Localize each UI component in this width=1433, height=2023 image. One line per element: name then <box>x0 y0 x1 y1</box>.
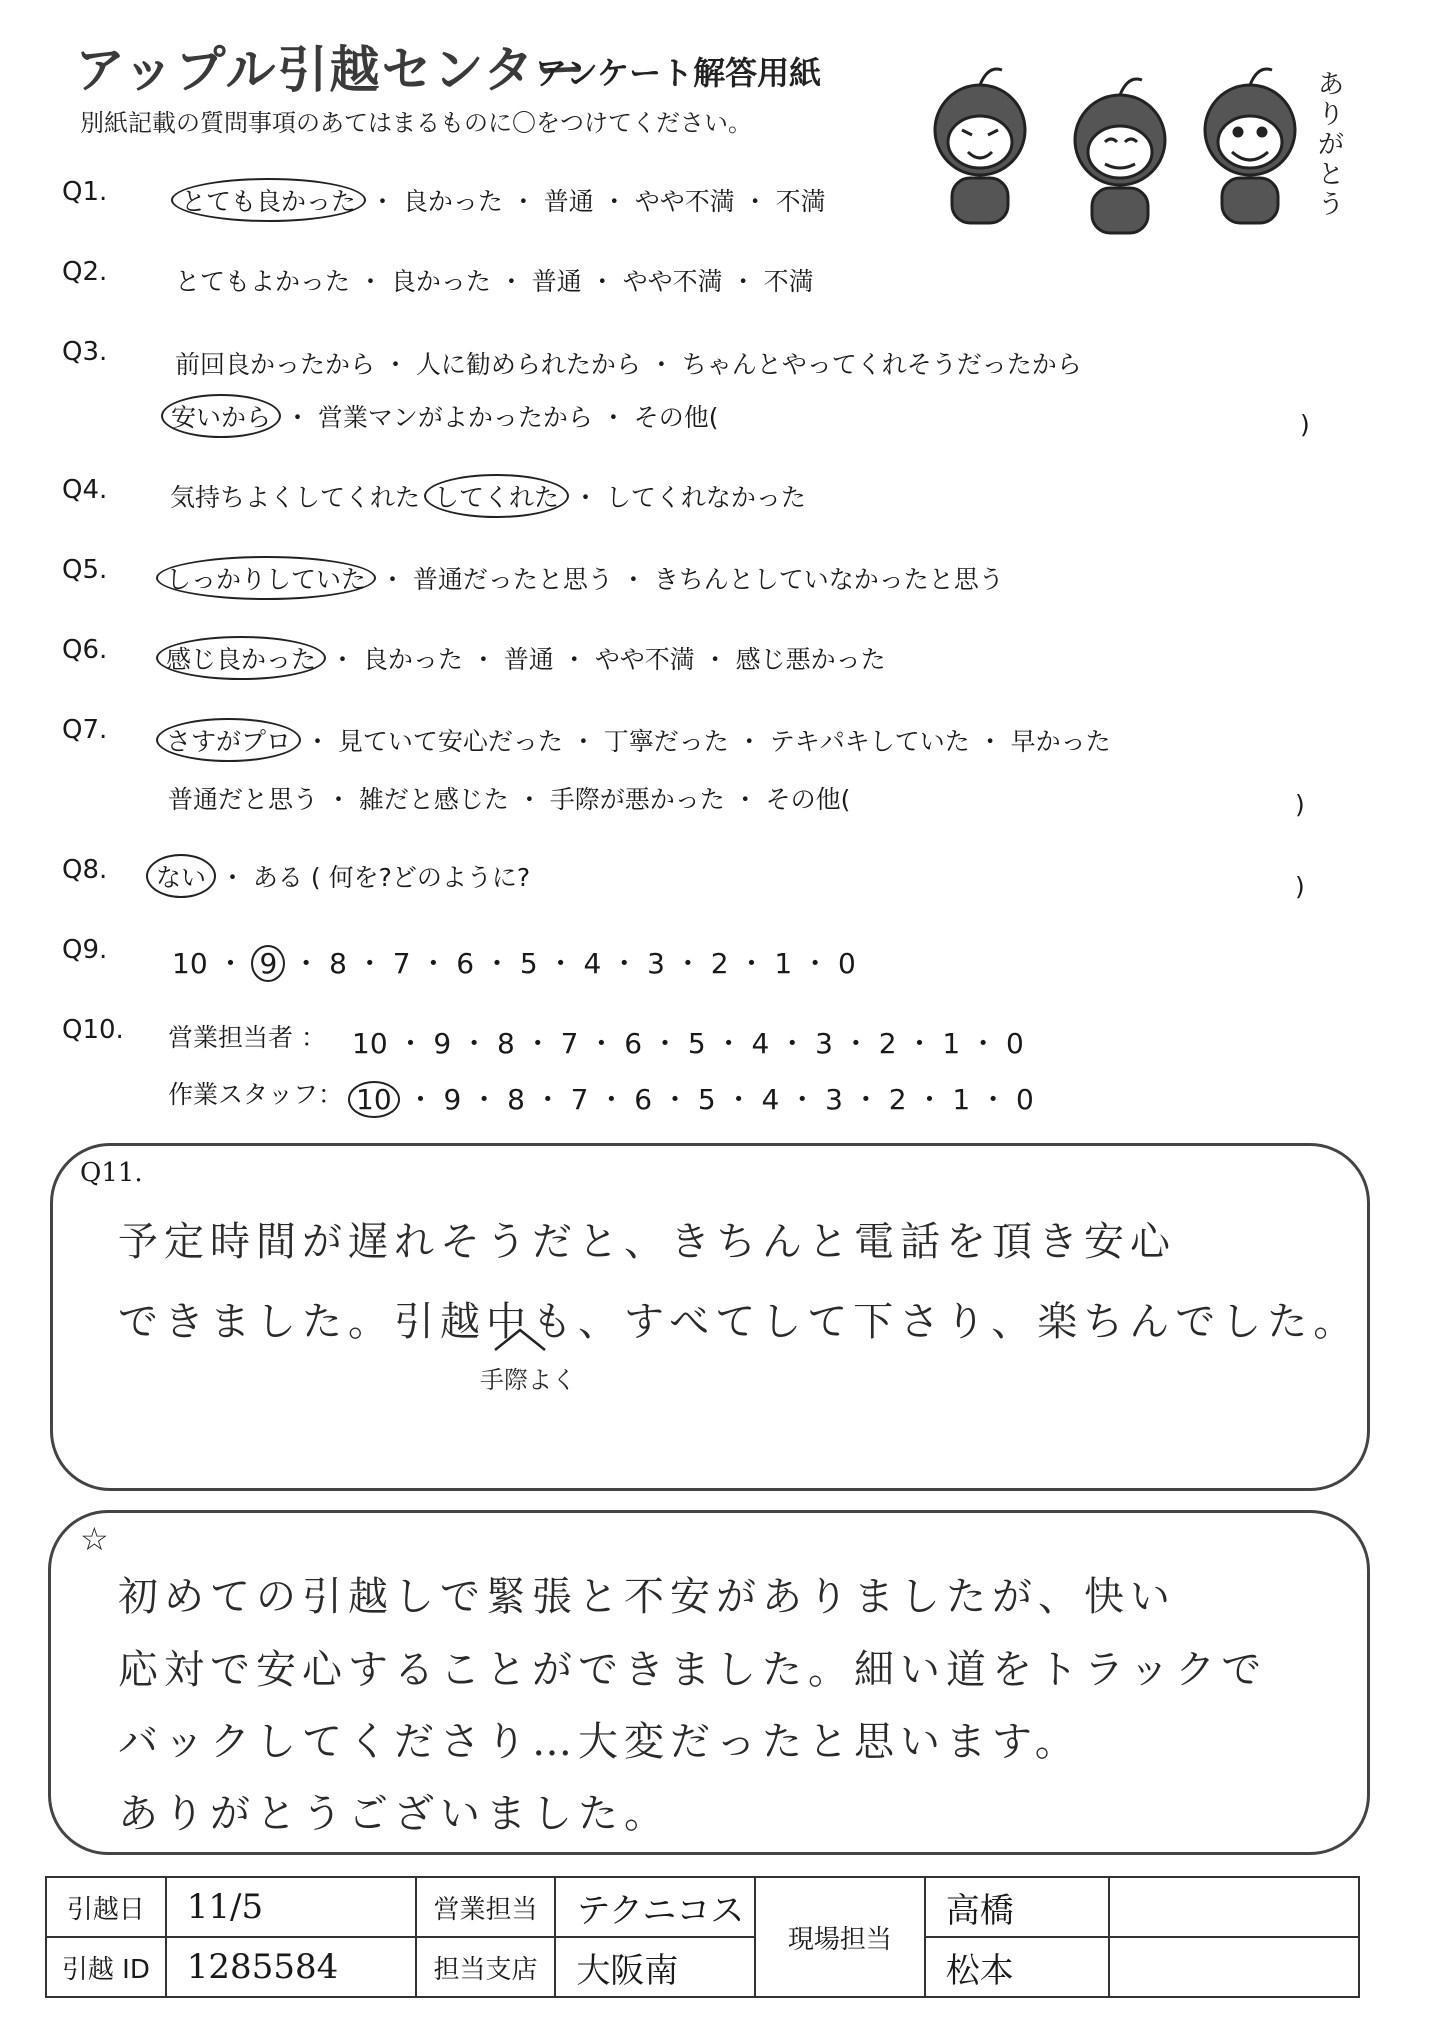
q7-close-paren: ) <box>1295 790 1305 819</box>
q10-staff-scale <box>350 1078 1034 1118</box>
q4-option-a: 気持ちよくしてくれた <box>170 483 421 512</box>
q7-options-line2: 普通だと思う ・ 雑だと感じた ・ 手際が悪かった ・ その他( <box>168 785 851 814</box>
q7-selected-option: さすがプロ <box>156 718 301 762</box>
site-staff-empty-2 <box>1109 1937 1359 1997</box>
q11-handwriting-line1: 予定時間が遅れそうだと、きちんと電話を頂き安心 <box>118 1219 1176 1265</box>
q4-options <box>170 478 806 514</box>
q4-selected-option: してくれた <box>424 474 569 518</box>
branch-label: 担当支店 <box>416 1937 556 1997</box>
q7-number: Q7. <box>62 715 108 745</box>
star-handwriting-line3: バックしてくださり…大変だったと思います。 <box>118 1719 1081 1765</box>
q10-sales-label: 営業担当者 ： <box>168 1023 326 1052</box>
site-staff-value-2: 松本 <box>925 1937 1110 1997</box>
q4-option-c: ・ してくれなかった <box>572 483 806 512</box>
q5-options <box>160 560 1004 596</box>
q3-other-options: ・ 営業マンがよかったから ・ その他( <box>284 403 719 432</box>
mascot-monkeys-illustration <box>900 60 1360 240</box>
q10-staff-scale-rest: ・ 9 ・ 8 ・ 7 ・ 6 ・ 5 ・ 4 ・ 3 ・ 2 ・ 1 ・ 0 <box>406 1083 1034 1116</box>
q1-selected-option: とても良かった <box>171 178 366 222</box>
q7-options-line1 <box>160 722 1111 758</box>
site-staff-empty-1 <box>1109 1877 1359 1937</box>
site-staff-label: 現場担当 <box>755 1877 925 1997</box>
q4-number: Q4. <box>62 475 108 505</box>
move-date-value: 11/5 <box>166 1877 416 1937</box>
q1-other-options: ・ 良かった ・ 普通 ・ やや不満 ・ 不満 <box>369 187 826 216</box>
q9-selected-score: 9 <box>251 945 285 982</box>
instruction-text: 別紙記載の質問事項のあてはまるものに〇をつけてください。 <box>80 109 752 137</box>
form-subtitle: アンケート解答用紙 <box>535 54 822 92</box>
q6-options <box>160 640 886 676</box>
q6-number: Q6. <box>62 635 108 665</box>
sales-rep-value: テクニコス <box>555 1877 755 1937</box>
q8-options <box>150 858 530 894</box>
sales-rep-label: 営業担当 <box>416 1877 556 1937</box>
q9-scale-10: 10 ・ <box>172 947 245 980</box>
q10-staff-label: 作業スタッフ： <box>168 1080 344 1109</box>
q5-selected-option: しっかりしていた <box>156 556 376 600</box>
q8-selected-option: ない <box>146 854 216 898</box>
move-info-table <box>45 1876 1360 1998</box>
insertion-caret-icon <box>490 1325 550 1355</box>
q6-selected-option: 感じ良かった <box>156 636 326 680</box>
q3-close-paren: ) <box>1300 410 1310 439</box>
star-handwriting-line4: ありがとうございました。 <box>118 1791 670 1837</box>
q10-number: Q10. <box>62 1015 124 1045</box>
q2-number: Q2. <box>62 257 108 287</box>
q6-other-options: ・ 良かった ・ 普通 ・ やや不満 ・ 感じ悪かった <box>329 645 886 674</box>
q5-number: Q5. <box>62 555 108 585</box>
q3-selected-option: 安いから <box>161 394 281 438</box>
move-id-value: 1285584 <box>166 1937 416 1997</box>
q8-number: Q8. <box>62 855 108 885</box>
q11-insertion-note: 手際よく <box>480 1366 576 1394</box>
q8-other-options: ・ ある ( 何を?どのように? <box>219 863 531 892</box>
q11-number: Q11. <box>80 1158 143 1188</box>
q9-scale-rest: ・ 8 ・ 7 ・ 6 ・ 5 ・ 4 ・ 3 ・ 2 ・ 1 ・ 0 <box>292 947 856 980</box>
q1-options <box>175 182 826 218</box>
move-id-label: 引越 ID <box>46 1937 166 1997</box>
site-staff-value-1: 高橋 <box>925 1877 1110 1937</box>
thanks-vertical-text: ありがとう <box>1318 70 1345 220</box>
q1-number: Q1. <box>62 177 108 207</box>
q5-other-options: ・ 普通だったと思う ・ きちんとしていなかったと思う <box>379 565 1004 594</box>
q11-handwriting-line2: できました。引越中も、すべてして下さり、楽ちんでした。 <box>118 1299 1360 1345</box>
move-date-label: 引越日 <box>46 1877 166 1937</box>
branch-value: 大阪南 <box>555 1937 755 1997</box>
q3-options-line2 <box>165 398 719 434</box>
q8-close-paren: ) <box>1295 872 1305 901</box>
q10-staff-selected-score: 10 <box>348 1081 400 1118</box>
q7-other-options: ・ 見ていて安心だった ・ 丁寧だった ・ テキパキしていた ・ 早かった <box>304 727 1111 756</box>
star-mark-icon: ☆ <box>80 1520 109 1558</box>
q2-options: とてもよかった ・ 良かった ・ 普通 ・ やや不満 ・ 不満 <box>175 267 814 296</box>
q3-options-line1: 前回良かったから ・ 人に勧められたから ・ ちゃんとやってくれそうだったから <box>175 350 1082 379</box>
company-title: アップル引越センター <box>75 41 588 99</box>
q9-scale <box>172 942 856 982</box>
star-handwriting-line2: 応対で安心することができました。細い道をトラックで <box>118 1647 1268 1693</box>
q3-number: Q3. <box>62 337 108 367</box>
q10-sales-scale: 10 ・ 9 ・ 8 ・ 7 ・ 6 ・ 5 ・ 4 ・ 3 ・ 2 ・ 1 ・ 0 <box>352 1027 1024 1060</box>
star-handwriting-line1: 初めての引越しで緊張と不安がありましたが、快い <box>118 1574 1176 1620</box>
q9-number: Q9. <box>62 935 108 965</box>
